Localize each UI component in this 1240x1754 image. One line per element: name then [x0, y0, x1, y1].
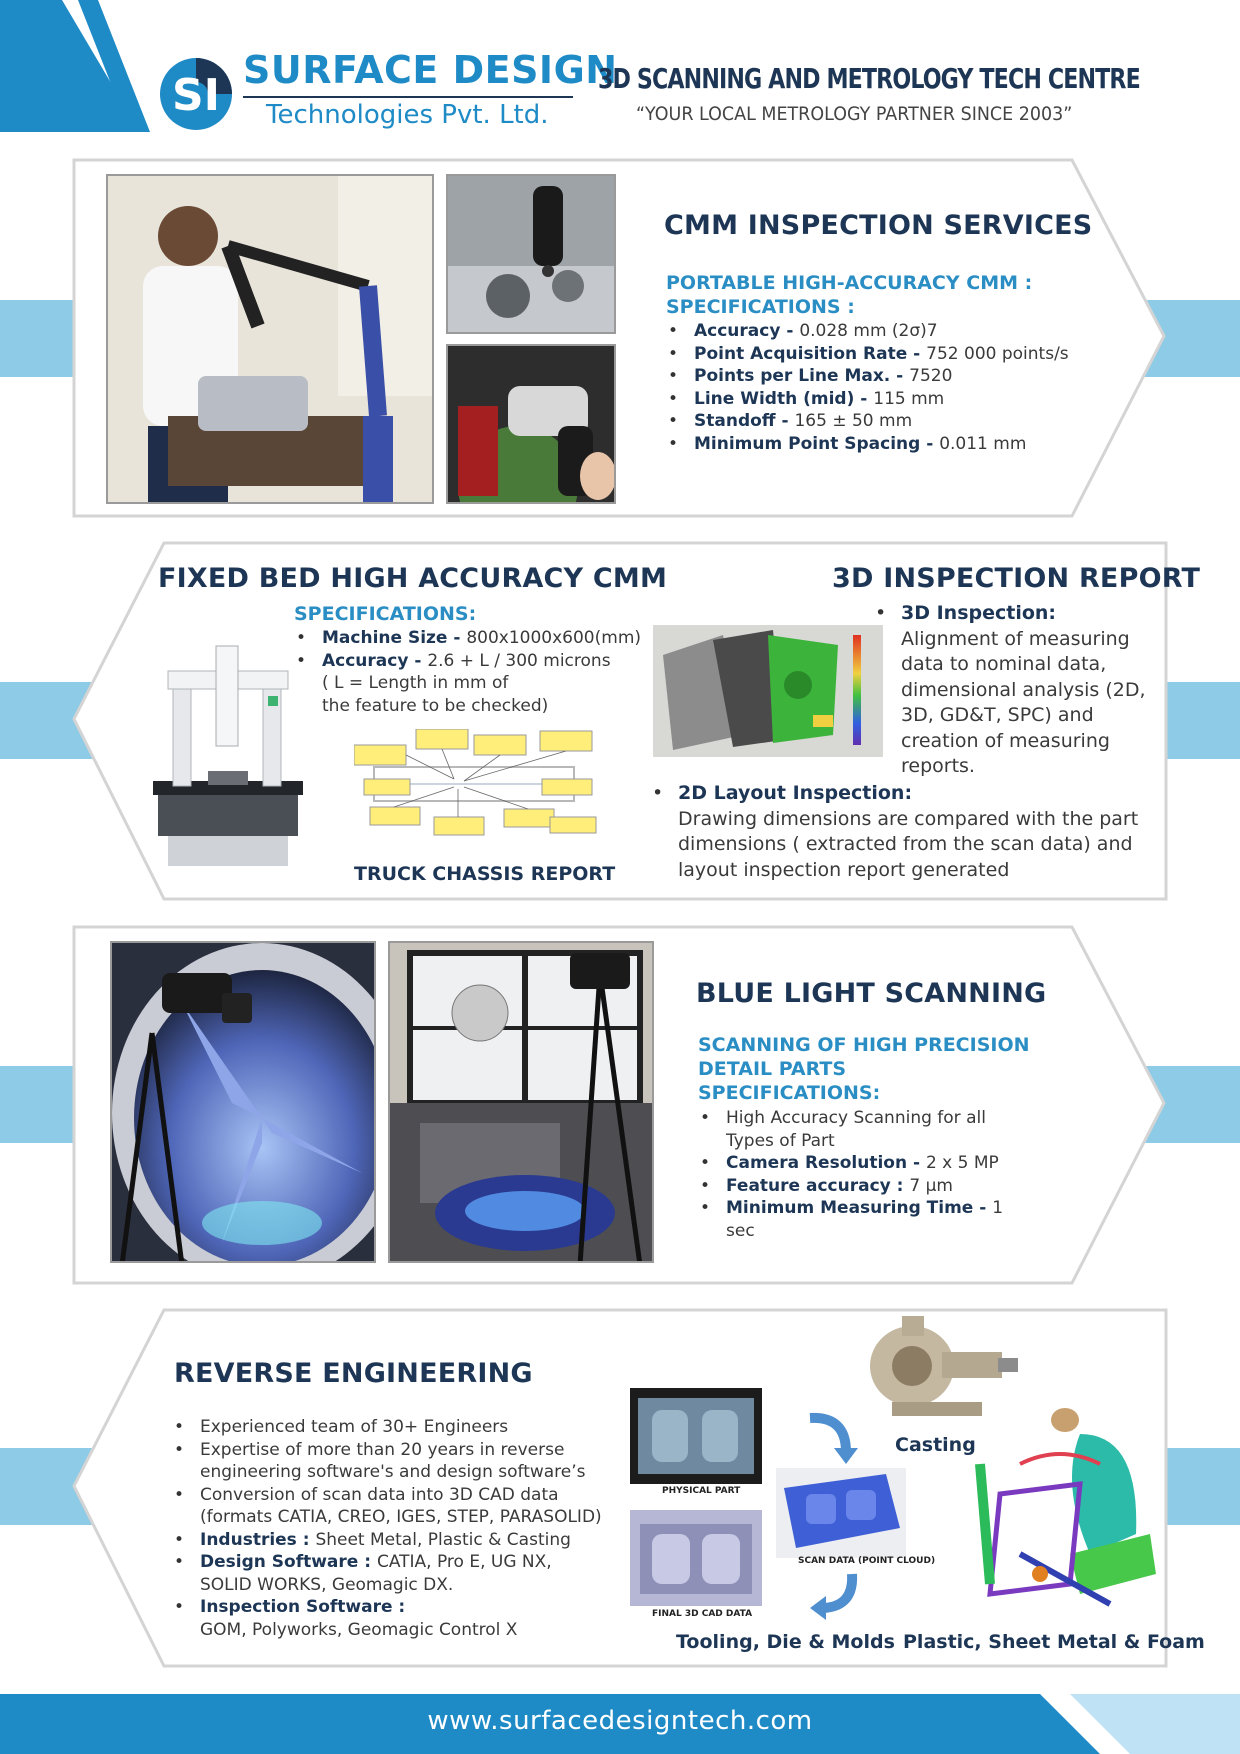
fixed-bed-subtitle: SPECIFICATIONS:	[294, 603, 477, 625]
final-cad-label: FINAL 3D CAD DATA	[652, 1609, 753, 1619]
panel-fixed-bed-and-report	[72, 541, 1201, 901]
cmm-spec-acquisition-rate: • Point Acquisition Rate - 752 000 points/s	[666, 343, 1086, 366]
truck-chassis-caption: TRUCK CHASSIS REPORT	[354, 863, 616, 885]
cmm-spec-list	[666, 320, 1086, 455]
report-item-3d-inspection: • 3D Inspection: Alignment of measuring data to nominal data, dimensional analysis (2D, 3D, GD&T, SPC) and creation of measuring reports.	[873, 601, 1163, 780]
blue-light-spec-accuracy-scanning: • High Accuracy Scanning for all Types of Part	[698, 1107, 1028, 1152]
physical-part-image	[630, 1388, 762, 1484]
svg-text:SI: SI	[171, 70, 221, 121]
blue-light-spec-measuring-time: • Minimum Measuring Time - 1 sec	[698, 1197, 1028, 1242]
fixed-bed-spec-machine-size: • Machine Size - 800x1000x600(mm)	[294, 627, 654, 650]
inspection-colormap-image	[653, 625, 883, 757]
fixed-bed-spec-note-2: the feature to be checked)	[322, 695, 549, 716]
operator-illustration	[108, 176, 434, 504]
fixed-bed-spec-note: ( L = Length in mm of	[322, 673, 509, 693]
cmm-subtitle-portable: PORTABLE HIGH-ACCURACY CMM :	[666, 272, 1033, 294]
cmm-subtitle-specs: SPECIFICATIONS :	[666, 296, 855, 318]
report-item-list	[873, 601, 1163, 780]
cmm-title: CMM INSPECTION SERVICES	[664, 210, 1093, 241]
reverse-item-design-software: • Design Software : CATIA, Pro E, UG NX, SOLID WORKS, Geomagic DX.	[172, 1551, 602, 1596]
footer-url[interactable]: www.surfacedesigntech.com	[427, 1706, 813, 1736]
company-name: SURFACE DESIGN	[243, 48, 618, 92]
photo-scanning-cylinder	[110, 941, 376, 1263]
chassis-report-illustration	[354, 729, 602, 839]
photo-operator-with-arm	[106, 174, 434, 504]
reverse-item-inspection-software: • Inspection Software : GOM, Polyworks, Geomagic Control X	[172, 1596, 602, 1641]
reverse-title: REVERSE ENGINEERING	[174, 1358, 533, 1389]
company-subname: Technologies Pvt. Ltd.	[266, 100, 549, 130]
probe-illustration	[448, 176, 616, 334]
fixed-bed-spec-list	[294, 627, 654, 717]
report-title: 3D INSPECTION REPORT	[832, 563, 1201, 594]
company-logo	[158, 56, 234, 132]
photo-scanning-lab	[388, 941, 654, 1263]
car-seat-image	[960, 1404, 1160, 1614]
reverse-item-team: • Experienced team of 30+ Engineers	[172, 1416, 602, 1439]
blue-light-spec-camera: • Camera Resolution - 2 x 5 MP	[698, 1152, 1028, 1175]
blue-light-title: BLUE LIGHT SCANNING	[696, 978, 1047, 1009]
lab-scan-illustration	[390, 943, 654, 1263]
cmm-spec-points-per-line: • Points per Line Max. - 7520	[666, 365, 1086, 388]
final-cad-image	[630, 1510, 762, 1606]
arrow-down-icon	[802, 1406, 862, 1466]
blue-light-subtitle-3: SPECIFICATIONS:	[698, 1082, 881, 1104]
scan-data-illustration	[776, 1468, 906, 1558]
header-corner-stripes	[0, 0, 160, 135]
reverse-item-industries: • Industries : Sheet Metal, Plastic & Casting	[172, 1529, 602, 1552]
blue-light-spec-feature-accuracy: • Feature accuracy : 7 µm	[698, 1175, 1028, 1198]
blue-light-spec-list	[698, 1107, 1028, 1242]
tagline: “YOUR LOCAL METROLOGY PARTNER SINCE 2003”	[636, 103, 1073, 125]
car-seat-illustration	[960, 1404, 1160, 1614]
tooling-caption: Tooling, Die & Molds	[676, 1631, 895, 1653]
report-item-list-2	[650, 781, 1170, 883]
blue-light-subtitle-2: DETAIL PARTS	[698, 1058, 847, 1080]
footer	[0, 1694, 1240, 1754]
company-divider	[243, 96, 573, 98]
plastic-caption: Plastic, Sheet Metal & Foam	[903, 1631, 1205, 1653]
centre-title: 3D SCANNING AND METROLOGY TECH CENTRE	[598, 62, 1140, 95]
cmm-spec-standoff: • Standoff - 165 ± 50 mm	[666, 410, 1086, 433]
cylinder-scan-illustration	[112, 943, 376, 1263]
header	[0, 0, 1240, 140]
physical-part-label: PHYSICAL PART	[662, 1486, 741, 1496]
fixed-bed-cmm-machine-image	[148, 641, 308, 871]
reverse-item-conversion: • Conversion of scan data into 3D CAD data (formats CATIA, CREO, IGES, STEP, PARASOLID)	[172, 1484, 602, 1529]
panel-cmm	[72, 158, 1172, 518]
scanner-illustration	[448, 346, 616, 504]
final-cad-illustration	[630, 1510, 762, 1606]
cmm-spec-min-point-spacing: • Minimum Point Spacing - 0.011 mm	[666, 433, 1086, 456]
photo-scanner-on-part	[446, 344, 616, 504]
fixed-bed-spec-accuracy: • Accuracy - 2.6 + L / 300 microns	[294, 650, 654, 673]
cmm-machine-illustration	[148, 641, 308, 871]
panel-reverse-engineering	[72, 1308, 1205, 1668]
cmm-spec-accuracy: • Accuracy - 0.028 mm (2σ)7	[666, 320, 1086, 343]
arrow-left-icon	[808, 1570, 868, 1620]
reverse-item-list	[172, 1416, 602, 1641]
colormap-illustration	[653, 625, 883, 757]
blue-light-subtitle-1: SCANNING OF HIGH PRECISION	[698, 1034, 1030, 1056]
scan-data-image	[776, 1468, 906, 1558]
cmm-spec-line-width: • Line Width (mid) - 115 mm	[666, 388, 1086, 411]
truck-chassis-report-image	[354, 729, 602, 839]
fixed-bed-title: FIXED BED HIGH ACCURACY CMM	[158, 563, 668, 594]
physical-part-illustration	[630, 1388, 762, 1484]
logo-mark-icon	[158, 56, 234, 132]
reverse-item-expertise: • Expertise of more than 20 years in reverse engineering software's and design software’s	[172, 1439, 602, 1484]
photo-probe-closeup	[446, 174, 616, 334]
report-item-2d-layout: • 2D Layout Inspection: Drawing dimensions are compared with the part dimensions ( extracted from the scan data) and layout inspection report generated	[650, 781, 1170, 883]
panel-blue-light	[72, 925, 1172, 1285]
casting-caption: Casting	[895, 1434, 976, 1456]
scan-data-label: SCAN DATA (POINT CLOUD)	[798, 1556, 936, 1566]
